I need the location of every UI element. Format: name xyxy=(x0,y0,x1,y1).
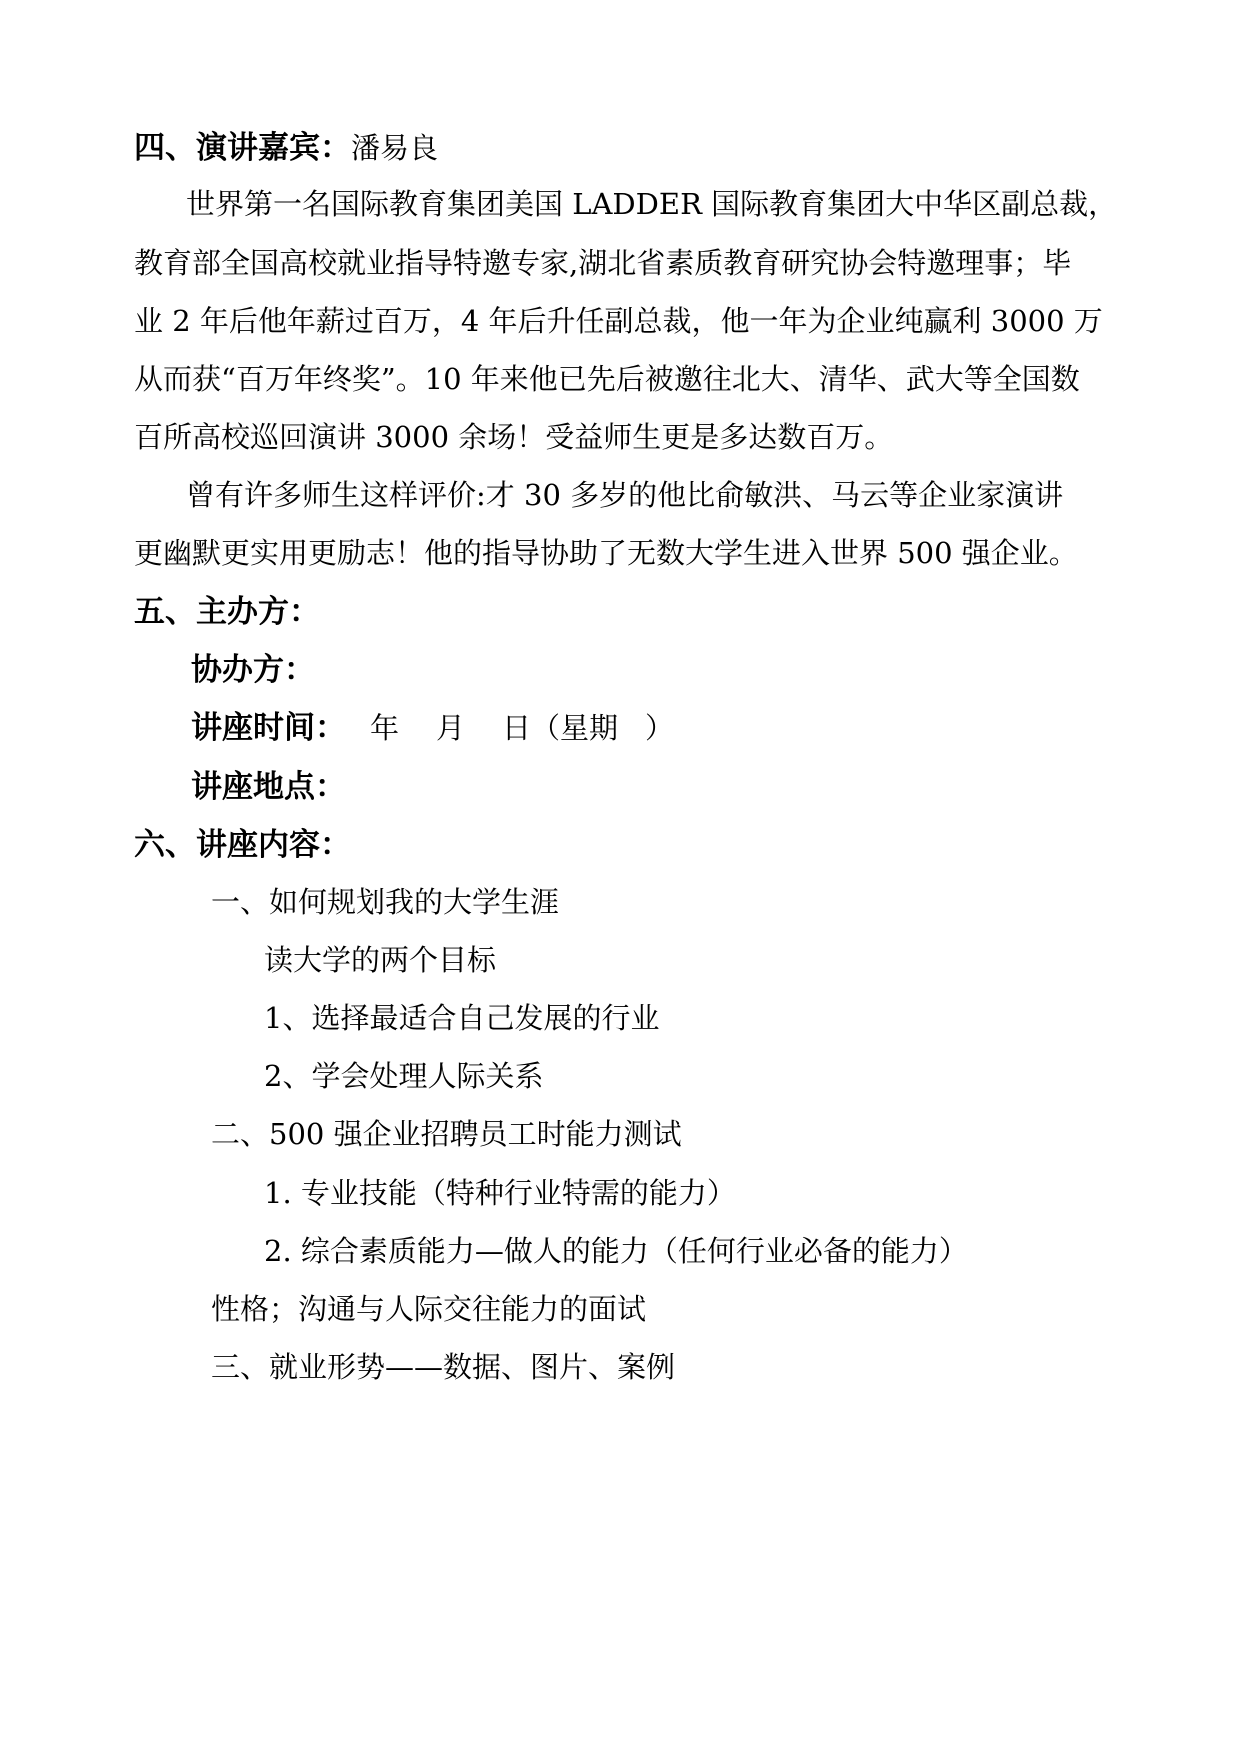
content-item-2: 读大学的两个目标 xyxy=(264,943,497,977)
para1-line-2: 教育部全国高校就业指导特邀专家,湖北省素质教育研究协会特邀理事；毕 xyxy=(134,246,1072,280)
para1-line-5: 百所高校巡回演讲 3000 余场！受益师生更是多达数百万。 xyxy=(134,420,894,454)
para1-line-1: 世界第一名国际教育集团美国 LADDER 国际教育集团大中华区副总裁， xyxy=(186,187,1118,221)
para2-line-1: 曾有许多师生这样评价:才 30 多岁的他比俞敏洪、马云等企业家演讲 xyxy=(186,478,1064,512)
co-organizer-label: 协办方： xyxy=(191,652,315,688)
time-close-paren: ） xyxy=(645,711,675,745)
time-day-weekday: 日（星期 xyxy=(502,711,619,745)
section-4-line xyxy=(134,128,438,168)
content-item-4: 2、学会处理人际关系 xyxy=(264,1059,544,1093)
speaker-name: 潘易良 xyxy=(351,131,439,165)
section-6-heading: 六、讲座内容： xyxy=(134,827,351,863)
content-item-1: 一、如何规划我的大学生涯 xyxy=(211,885,560,919)
content-item-3: 1、选择最适合自己发展的行业 xyxy=(264,1001,660,1035)
time-year: 年 xyxy=(370,711,400,745)
content-item-6: 1. 专业技能（特种行业特需的能力） xyxy=(264,1176,736,1210)
content-item-8: 性格；沟通与人际交往能力的面试 xyxy=(211,1292,647,1326)
lecture-time-line xyxy=(191,708,346,748)
para1-line-3: 业 2 年后他年薪过百万，4 年后升任副总裁，他一年为企业纯赢利 3000 万 xyxy=(134,304,1103,338)
time-month: 月 xyxy=(436,711,466,745)
content-item-9: 三、就业形势——数据、图片、案例 xyxy=(211,1350,676,1384)
content-item-5: 二、500 强企业招聘员工时能力测试 xyxy=(211,1117,682,1151)
para1-line-4: 从而获“百万年终奖”。10 年来他已先后被邀往北大、清华、武大等全国数 xyxy=(134,362,1080,396)
para2-line-2: 更幽默更实用更励志！他的指导协助了无数大学生进入世界 500 强企业。 xyxy=(134,536,1078,570)
lecture-place-label: 讲座地点： xyxy=(191,769,346,805)
section-4-heading: 四、演讲嘉宾： xyxy=(134,130,351,166)
lecture-time-label: 讲座时间： xyxy=(191,710,346,746)
section-5-heading: 五、主办方： xyxy=(134,594,320,630)
content-item-7: 2. 综合素质能力—做人的能力（任何行业必备的能力） xyxy=(264,1234,968,1268)
